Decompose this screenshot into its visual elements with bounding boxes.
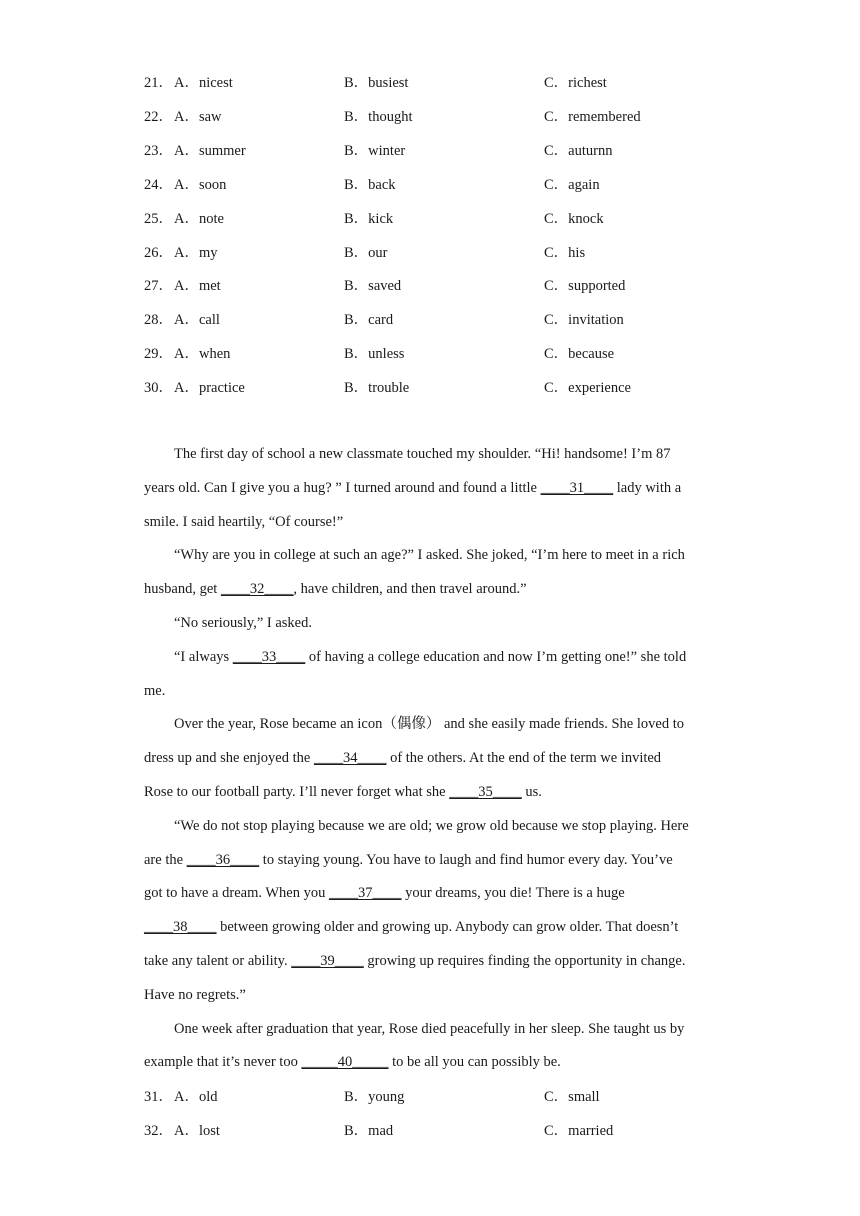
text: are the — [144, 851, 187, 868]
passage — [144, 438, 716, 1080]
passage-line — [144, 877, 716, 911]
option-c: C．small — [544, 1089, 600, 1105]
question-number: 24． — [144, 177, 173, 193]
passage-line — [144, 573, 716, 607]
passage-line — [144, 742, 716, 776]
passage-line — [144, 844, 716, 878]
passage-line: Over the year, Rose became an icon（偶像） and she easily made friends. She loved to — [174, 716, 684, 733]
text: to staying young. You have to laugh and find humor every day. You’ve — [259, 851, 673, 868]
blank-40: _____40_____ — [301, 1054, 389, 1071]
text: of the others. At the end of the term we invited — [386, 750, 662, 767]
blank-38: ____38____ — [144, 919, 217, 936]
text: , have children, and then travel around.” — [293, 581, 527, 598]
passage-line: Have no regrets.” — [144, 986, 246, 1003]
passage-line — [144, 911, 716, 945]
passage-line — [144, 641, 716, 675]
option-b: B．young — [344, 1089, 405, 1105]
text: got to have a dream. When you — [144, 885, 329, 902]
option-row-23 — [0, 141, 860, 161]
option-row-21 — [0, 73, 860, 93]
question-number: 30． — [144, 380, 173, 396]
blank-31: ____31____ — [540, 479, 614, 496]
text: growing up requires finding the opportunity in change. — [363, 952, 686, 969]
option-row-32 — [0, 1121, 860, 1141]
option-row-28 — [0, 310, 860, 330]
question-number: 27． — [144, 278, 173, 294]
text: “I always — [174, 648, 233, 665]
question-number: 26． — [144, 245, 173, 261]
option-row-26 — [0, 243, 860, 263]
option-c: C．because — [544, 346, 615, 362]
question-number: 21． — [144, 75, 173, 91]
blank-37: ____37____ — [328, 885, 402, 902]
option-b: B．busiest — [344, 75, 409, 91]
option-b: B．back — [344, 177, 396, 193]
question-number: 23． — [144, 143, 173, 159]
option-a: A．my — [174, 245, 218, 261]
option-row-31 — [0, 1087, 860, 1107]
option-c: C．auturnn — [544, 143, 613, 159]
text: of having a college education and now I’m getting one!” she told — [305, 648, 687, 665]
passage-line: smile. I said heartily, “Of course!” — [144, 513, 344, 530]
option-a: A．call — [174, 312, 220, 328]
option-row-29 — [0, 344, 860, 364]
option-a: A．when — [174, 346, 231, 362]
option-a: A．old — [174, 1089, 218, 1105]
text: Rose to our football party. I’ll never forget what she — [144, 783, 450, 800]
option-c: C．again — [544, 177, 600, 193]
option-b: B．trouble — [344, 380, 410, 396]
text: example that it’s never too — [144, 1054, 302, 1071]
text: between growing older and growing up. Anybody can grow older. That doesn’t — [216, 919, 679, 936]
option-c: C．knock — [544, 211, 604, 227]
passage-line — [144, 472, 716, 506]
blank-35: ____35____ — [449, 783, 522, 800]
text: dress up and she enjoyed the — [144, 750, 314, 767]
option-b: B．thought — [344, 109, 413, 125]
passage-line: The first day of school a new classmate touched my shoulder. “Hi! handsome! I’m 87 — [174, 446, 671, 462]
blank-33: ____33____ — [232, 648, 306, 665]
passage-line — [144, 945, 716, 979]
question-number: 31． — [144, 1089, 173, 1105]
passage-line: me. — [144, 682, 166, 699]
option-b: B．kick — [344, 211, 394, 227]
passage-line — [144, 1046, 716, 1080]
option-c: C．his — [544, 245, 586, 261]
option-b: B．winter — [344, 143, 406, 159]
option-row-25 — [0, 209, 860, 229]
option-row-24 — [0, 175, 860, 195]
option-c: C．married — [544, 1123, 614, 1139]
option-row-22 — [0, 107, 860, 127]
option-row-30 — [0, 378, 860, 398]
option-a: A．soon — [174, 177, 227, 193]
option-c: C．remembered — [544, 109, 641, 125]
question-number: 25． — [144, 211, 173, 227]
option-a: A．met — [174, 278, 221, 294]
question-number: 32． — [144, 1123, 173, 1139]
blank-34: ____34____ — [313, 750, 387, 767]
question-number: 29． — [144, 346, 173, 362]
option-a: A．note — [174, 211, 224, 227]
option-a: A．nicest — [174, 75, 233, 91]
option-c: C．experience — [544, 380, 631, 396]
blank-32: ____32____ — [220, 581, 294, 598]
passage-line — [144, 776, 716, 810]
option-b: B．mad — [344, 1123, 394, 1139]
text: to be all you can possibly be. — [388, 1054, 561, 1071]
blank-39: ____39____ — [291, 952, 364, 969]
text: take any talent or ability. — [144, 952, 292, 969]
text: us. — [521, 783, 542, 800]
option-a: A．saw — [174, 109, 222, 125]
option-c: C．supported — [544, 278, 626, 294]
option-b: B．unless — [344, 346, 405, 362]
option-b: B．saved — [344, 278, 402, 294]
option-c: C．invitation — [544, 312, 624, 328]
passage-line: “No seriously,” I asked. — [174, 614, 312, 631]
passage-line: One week after graduation that year, Rose died peacefully in her sleep. She taught us by — [174, 1020, 685, 1037]
text: your dreams, you die! There is a huge — [401, 885, 625, 902]
option-c: C．richest — [544, 75, 607, 91]
option-b: B．card — [344, 312, 394, 328]
question-number: 22． — [144, 109, 173, 125]
blank-36: ____36____ — [186, 851, 260, 868]
text: years old. Can I give you a hug? ” I turned around and found a little — [144, 479, 541, 496]
option-a: A．lost — [174, 1123, 220, 1139]
text: lady with a — [613, 479, 682, 496]
option-b: B．our — [344, 245, 388, 261]
option-a: A．practice — [174, 380, 245, 396]
question-number: 28． — [144, 312, 173, 328]
option-a: A．summer — [174, 143, 246, 159]
passage-line: “We do not stop playing because we are old; we grow old because we stop playing. Here — [174, 817, 689, 834]
text: husband, get — [144, 581, 221, 598]
option-row-27 — [0, 276, 860, 296]
passage-line: “Why are you in college at such an age?” I asked. She joked, “I’m here to meet in a rich — [174, 547, 685, 564]
